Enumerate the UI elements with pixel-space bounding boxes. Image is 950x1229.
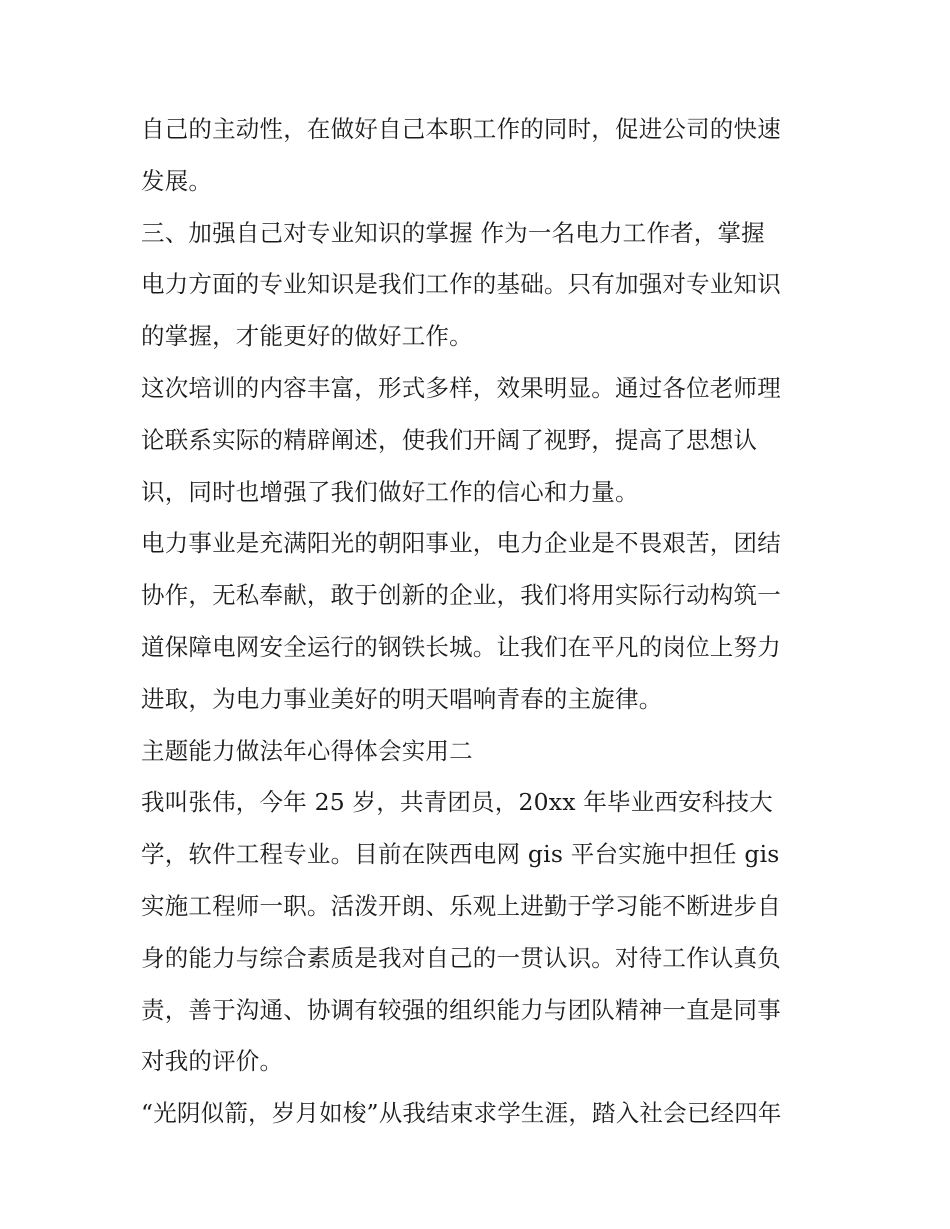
text-line: “光阴似箭，岁月如梭”从我结束求学生涯，踏入社会已经四年 (141, 1099, 782, 1128)
text-line: 道保障电网安全运行的钢铁长城。让我们在平凡的岗位上努力 (141, 632, 781, 661)
text-line: 身的能力与综合素质是我对自己的一贯认识。对待工作认真负 (141, 943, 781, 972)
text-line: 责，善于沟通、协调有较强的组织能力与团队精神一直是同事 (141, 995, 781, 1024)
text-line: 自己的主动性，在做好自己本职工作的同时，促进公司的快速 (141, 115, 781, 143)
text-line: 我叫张伟，今年 25 岁，共青团员，20xx 年毕业西安科技大 (141, 788, 773, 817)
text-line: 协作，无私奉献，敢于创新的企业，我们将用实际行动构筑一 (141, 581, 781, 610)
document-body (141, 104, 821, 1140)
text-line: 识，同时也增强了我们做好工作的信心和力量。 (141, 477, 639, 506)
text-line: 的掌握，才能更好的做好工作。 (141, 322, 473, 351)
text-line: 进取，为电力事业美好的明天唱响青春的主旋律。 (141, 684, 663, 713)
text-line: 学，软件工程专业。目前在陕西电网 gis 平台实施中担任 gis (141, 840, 780, 869)
text-line: 对我的评价。 (141, 1047, 284, 1076)
text-line: 这次培训的内容丰富，形式多样，效果明显。通过各位老师理 (141, 373, 781, 402)
text-line: 电力方面的专业知识是我们工作的基础。只有加强对专业知识 (141, 270, 781, 299)
text-line: 实施工程师一职。活泼开朗、乐观上进勤于学习能不断进步自 (141, 891, 781, 920)
text-line: 发展。 (141, 166, 213, 195)
section-heading-line: 三、加强自己对专业知识的掌握 作为一名电力工作者，掌握 (141, 218, 765, 247)
text-line: 论联系实际的精辟阐述，使我们开阔了视野，提高了思想认 (141, 425, 758, 454)
text-line: 电力事业是充满阳光的朝阳事业，电力企业是不畏艰苦，团结 (141, 529, 781, 558)
document-title-line: 主题能力做法年心得体会实用二 (141, 736, 473, 765)
